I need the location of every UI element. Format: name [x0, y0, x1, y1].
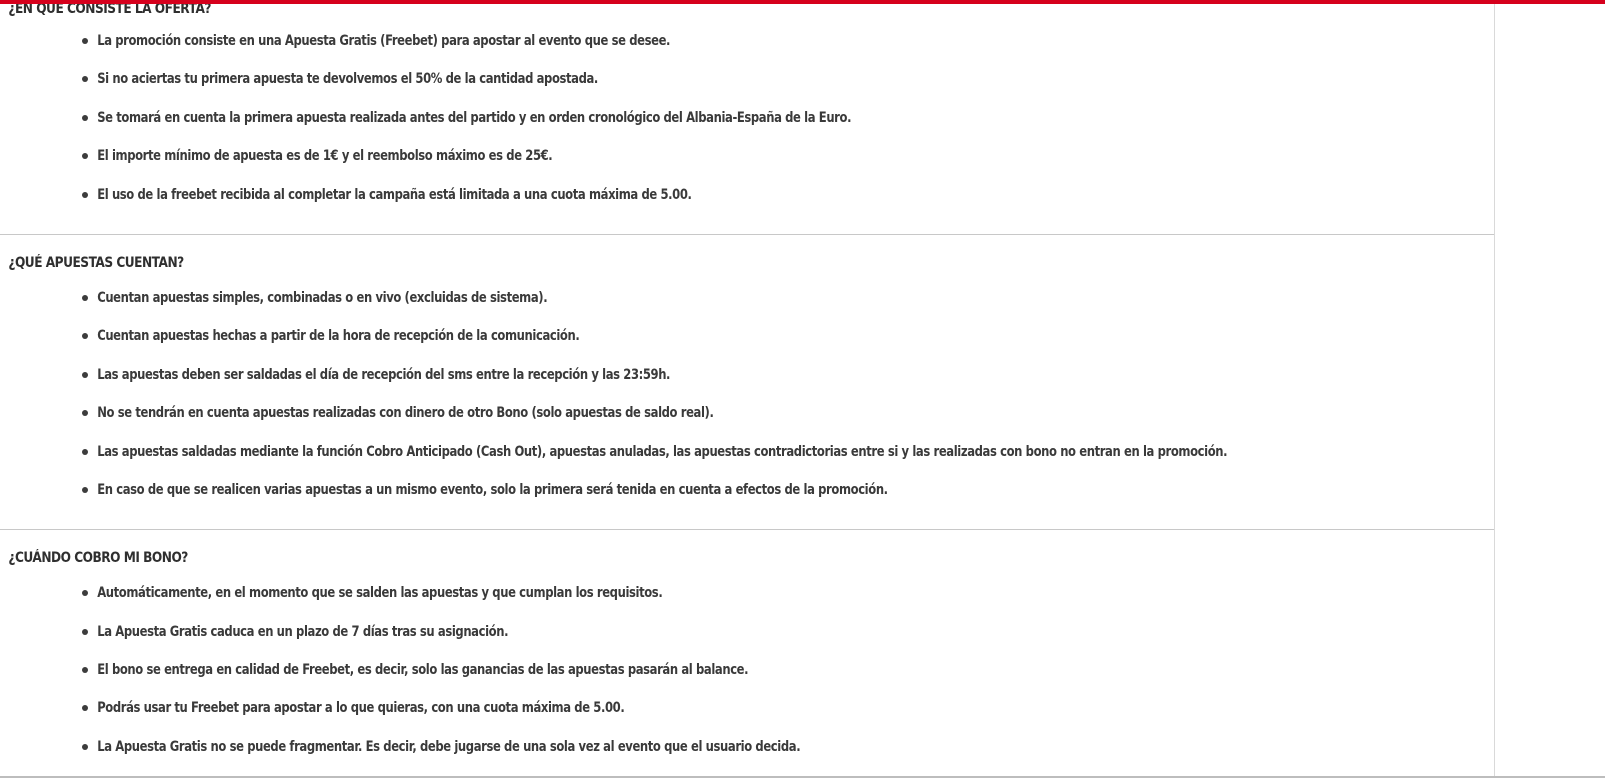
list-item: El bono se entrega en calidad de Freebet, es decir, solo las ganancias de las apuestas pasarán al balance. [82, 651, 1494, 689]
list-item: En caso de que se realicen varias apuestas a un mismo evento, solo la primera será tenida en cuenta a efectos de la promoción. [82, 471, 1494, 509]
list-item: Cuentan apuestas simples, combinadas o en vivo (excluidas de sistema). [82, 279, 1494, 317]
list-item: El importe mínimo de apuesta es de 1€ y el reembolso máximo es de 25€. [82, 137, 1494, 175]
list-item: La Apuesta Gratis no se puede fragmentar. Es decir, debe jugarse de una sola vez al evento que el usuario decida. [82, 728, 1494, 766]
qualifying-bets-list [0, 279, 1494, 509]
list-item: El uso de la freebet recibida al completar la campaña está limitada a una cuota máxima de 5.00. [82, 176, 1494, 214]
list-item: Cuentan apuestas hechas a partir de la hora de recepción de la comunicación. [82, 317, 1494, 355]
bonus-payout-list [0, 574, 1494, 766]
list-item: Si no aciertas tu primera apuesta te devolvemos el 50% de la cantidad apostada. [82, 60, 1494, 98]
section-offer [0, 4, 1494, 235]
section-qualifying-bets [0, 235, 1494, 530]
list-item: La Apuesta Gratis caduca en un plazo de 7 días tras su asignación. [82, 613, 1494, 651]
list-item: Se tomará en cuenta la primera apuesta realizada antes del partido y en orden cronológico del Albania-España de la Euro. [82, 99, 1494, 137]
list-item: Podrás usar tu Freebet para apostar a lo que quieras, con una cuota máxima de 5.00. [82, 689, 1494, 727]
list-item: No se tendrán en cuenta apuestas realizadas con dinero de otro Bono (solo apuestas de saldo real). [82, 394, 1494, 432]
promotion-terms-panel [0, 4, 1495, 776]
offer-list [0, 22, 1494, 214]
list-item: La promoción consiste en una Apuesta Gratis (Freebet) para apostar al evento que se desee. [82, 22, 1494, 60]
list-item: Automáticamente, en el momento que se salden las apuestas y que cumplan los requisitos. [82, 574, 1494, 612]
section-title: ¿CUÁNDO COBRO MI BONO? [8, 550, 188, 567]
section-title: ¿EN QUE CONSISTE LA OFERTA? [8, 4, 211, 17]
section-title: ¿QUÉ APUESTAS CUENTAN? [8, 254, 184, 271]
list-item: Las apuestas deben ser saldadas el día de recepción del sms entre la recepción y las 23:59h. [82, 356, 1494, 394]
section-bonus-payout [0, 530, 1494, 776]
list-item: Las apuestas saldadas mediante la función Cobro Anticipado (Cash Out), apuestas anuladas, las apuestas contradictorias entre si y las realizadas con bono no entran en la promoción. [82, 433, 1494, 471]
